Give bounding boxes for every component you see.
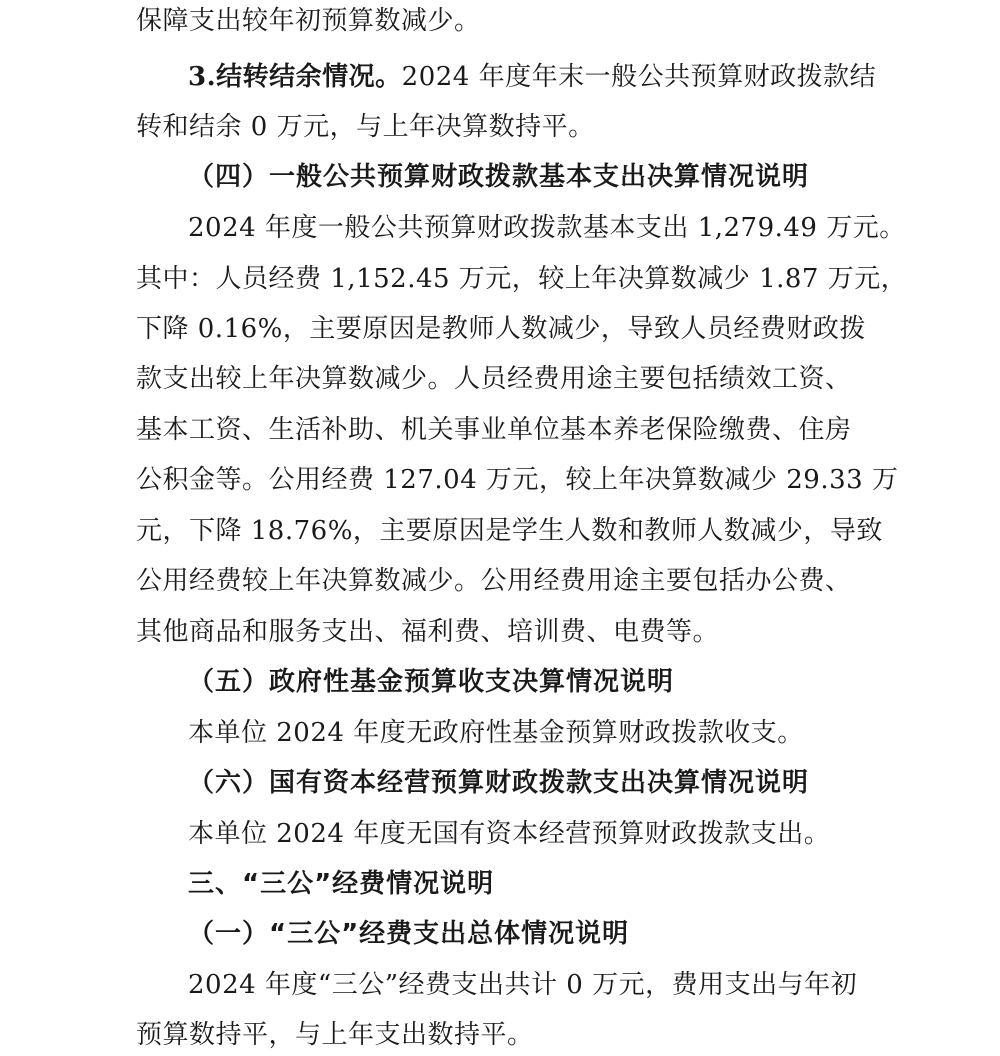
paragraph-line: 其他商品和服务支出、福利费、培训费、电费等。 [136,617,720,647]
chapter-heading: 三、“三公”经费情况说明 [188,869,495,899]
subsection-heading: （一）“三公”经费支出总体情况说明 [188,919,630,949]
paragraph-line: 其中：人员经费 1,152.45 万元，较上年决算数减少 1.87 万元， [136,264,908,294]
paragraph-line: 元，下降 18.76%，主要原因是学生人数和教师人数减少，导致 [136,516,883,546]
paragraph-line: 本单位 2024 年度无国有资本经营预算财政拨款支出。 [188,819,831,849]
section-heading-6: （六）国有资本经营预算财政拨款支出决算情况说明 [188,768,810,798]
paragraph-line: 预算数持平，与上年支出数持平。 [136,1020,534,1050]
paragraph-line: 2024 年度“三公”经费支出共计 0 万元，费用支出与年初 [188,970,858,1000]
section-heading-5: （五）政府性基金预算收支决算情况说明 [188,667,675,697]
paragraph-line [188,60,876,94]
paragraph-line: 公积金等。公用经费 127.04 万元，较上年决算数减少 29.33 万 [136,465,899,495]
paragraph-line: 转和结余 0 万元，与上年决算数持平。 [136,112,595,142]
inline-heading: 3.结转结余情况。 [188,62,402,92]
paragraph-line: 基本工资、生活补助、机关事业单位基本养老保险缴费、住房 [136,415,852,445]
paragraph-line: 2024 年度一般公共预算财政拨款基本支出 1,279.49 万元。 [188,213,906,243]
paragraph-line: 款支出较上年决算数减少。人员经费用途主要包括绩效工资、 [136,364,852,394]
paragraph-line: 保障支出较年初预算数减少。 [136,6,481,36]
paragraph-line: 公用经费较上年决算数减少。公用经费用途主要包括办公费、 [136,566,852,596]
section-heading-4: （四）一般公共预算财政拨款基本支出决算情况说明 [188,162,810,192]
inline-text: 2024 年度年末一般公共预算财政拨款结 [401,62,877,92]
paragraph-line: 本单位 2024 年度无政府性基金预算财政拨款收支。 [188,718,804,748]
paragraph-line: 下降 0.16%，主要原因是教师人数减少，导致人员经费财政拨 [136,314,866,344]
